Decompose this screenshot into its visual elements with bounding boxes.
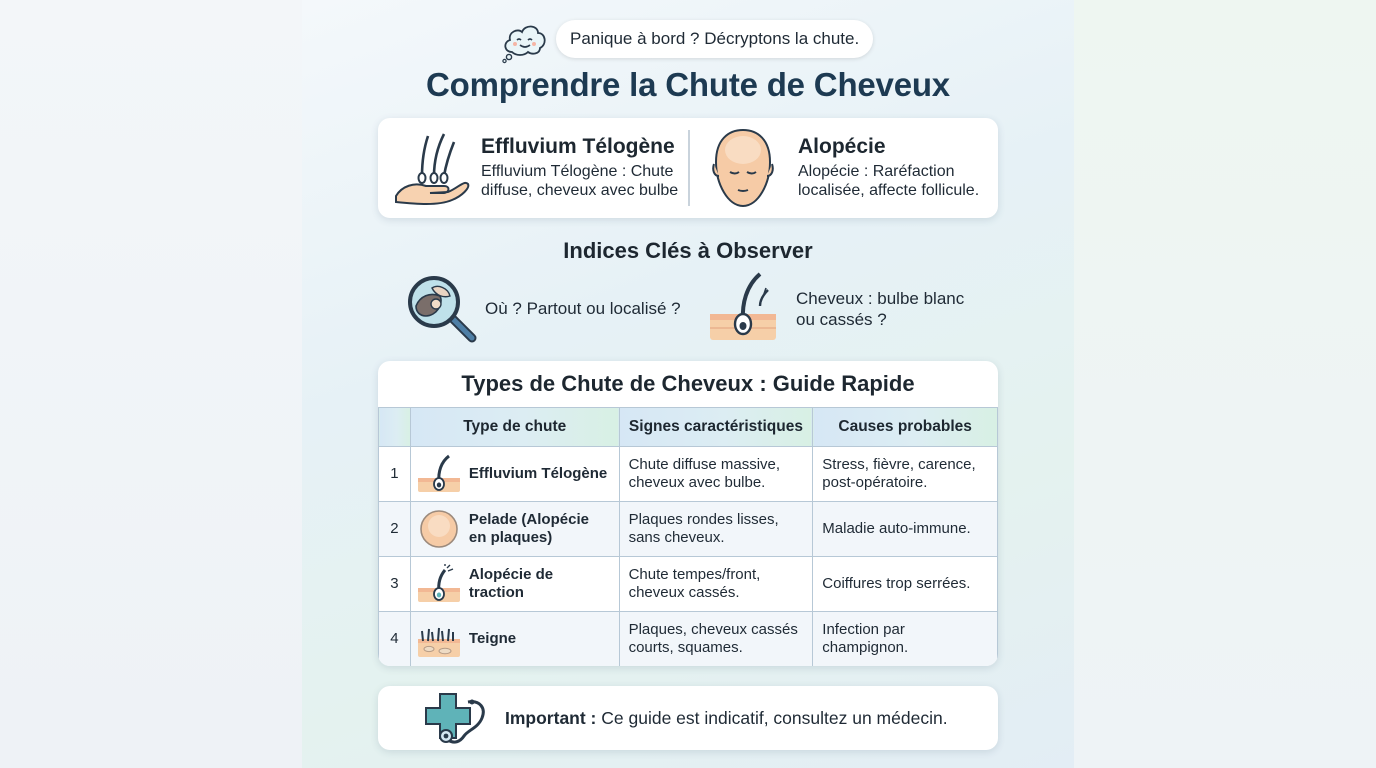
disclaimer-body: Ce guide est indicatif, consultez un médecin. — [596, 708, 948, 728]
speech-bubble: Panique à bord ? Décryptons la chute. — [556, 20, 873, 58]
row-number: 2 — [379, 502, 411, 557]
table-row — [379, 502, 998, 557]
row-type-line2: en plaques) — [468, 529, 553, 546]
clue-text-hair-line2: ou cassés ? — [796, 310, 887, 329]
row-causes-line1: Maladie auto-immune. — [822, 520, 971, 537]
clue-text-hair-line1: Cheveux : bulbe blanc — [796, 289, 965, 308]
page-title: Comprendre la Chute de Cheveux — [426, 66, 950, 103]
row-causes-line1: Stress, fièvre, carence, — [822, 456, 976, 473]
guide-table — [378, 407, 998, 666]
clue-text-location: Où ? Partout ou localisé ? — [485, 299, 681, 318]
header-number — [379, 408, 411, 447]
row-signs-line2: courts, squames. — [628, 639, 743, 656]
row-signs-line1: Plaques rondes lisses, — [628, 511, 779, 528]
hair-loss-types-card — [378, 118, 998, 218]
left-backdrop — [0, 0, 302, 768]
row-signs-line1: Plaques, cheveux cassés — [628, 621, 798, 638]
table-row — [379, 447, 998, 502]
disclaimer-card — [378, 686, 998, 750]
header-causes: Causes probables — [813, 408, 998, 447]
row-type-line2: traction — [468, 584, 524, 601]
row-number: 1 — [379, 447, 411, 502]
table-row — [379, 612, 998, 667]
type-desc-effluvium-line1: Effluvium Télogène : Chute — [481, 163, 674, 180]
row-number: 4 — [379, 612, 411, 667]
row-causes-line2: post-opératoire. — [822, 474, 928, 491]
row-type-line1: Alopécie de — [468, 566, 554, 583]
disclaimer-text — [505, 686, 948, 750]
type-title-effluvium: Effluvium Télogène — [481, 135, 675, 158]
header-signs: Signes caractéristiques — [619, 408, 813, 447]
type-desc-effluvium-line2: diffuse, cheveux avec bulbe — [481, 182, 679, 199]
clues-section-title: Indices Clés à Observer — [563, 238, 813, 263]
type-title-alopecie: Alopécie — [798, 135, 886, 158]
row-signs-line1: Chute tempes/front, — [628, 566, 761, 583]
card-divider — [688, 130, 690, 206]
disclaimer-label: Important : — [505, 708, 597, 728]
type-desc-alopecie-line1: Alopécie : Raréfaction — [798, 163, 955, 180]
row-causes-line2: champignon. — [822, 639, 909, 656]
row-number: 3 — [379, 557, 411, 612]
bald-head-icon — [710, 126, 776, 210]
table-header-row — [379, 408, 998, 447]
hair-bulb-icon — [417, 454, 461, 494]
row-causes-line1: Infection par — [822, 621, 905, 638]
smiling-cloud-icon — [500, 18, 550, 64]
medical-cross-stethoscope-icon — [424, 692, 490, 746]
hair-bulb-icon — [708, 270, 778, 342]
row-causes-line1: Coiffures trop serrées. — [822, 575, 971, 592]
right-backdrop — [1074, 0, 1376, 768]
row-signs-line2: cheveux cassés. — [628, 584, 740, 601]
broken-hair-icon — [417, 564, 461, 604]
table-title: Types de Chute de Cheveux : Guide Rapide — [461, 371, 915, 396]
row-signs-line2: sans cheveux. — [628, 529, 725, 546]
row-signs-line1: Chute diffuse massive, — [628, 456, 781, 473]
row-type-line1: Pelade (Alopécie — [468, 511, 589, 528]
type-desc-alopecie-line2: localisée, affecte follicule. — [798, 182, 980, 199]
row-signs-line2: cheveux avec bulbe. — [628, 474, 766, 491]
row-type-line1: Effluvium Télogène — [468, 465, 608, 482]
magnifier-icon — [406, 274, 478, 344]
table-row — [379, 557, 998, 612]
scaly-scalp-icon — [417, 619, 461, 659]
header-type: Type de chute — [410, 408, 619, 447]
guide-table-card — [378, 361, 998, 666]
hand-hair-icon — [392, 130, 472, 206]
bald-patch-icon — [417, 509, 461, 549]
row-type-line1: Teigne — [468, 630, 517, 647]
